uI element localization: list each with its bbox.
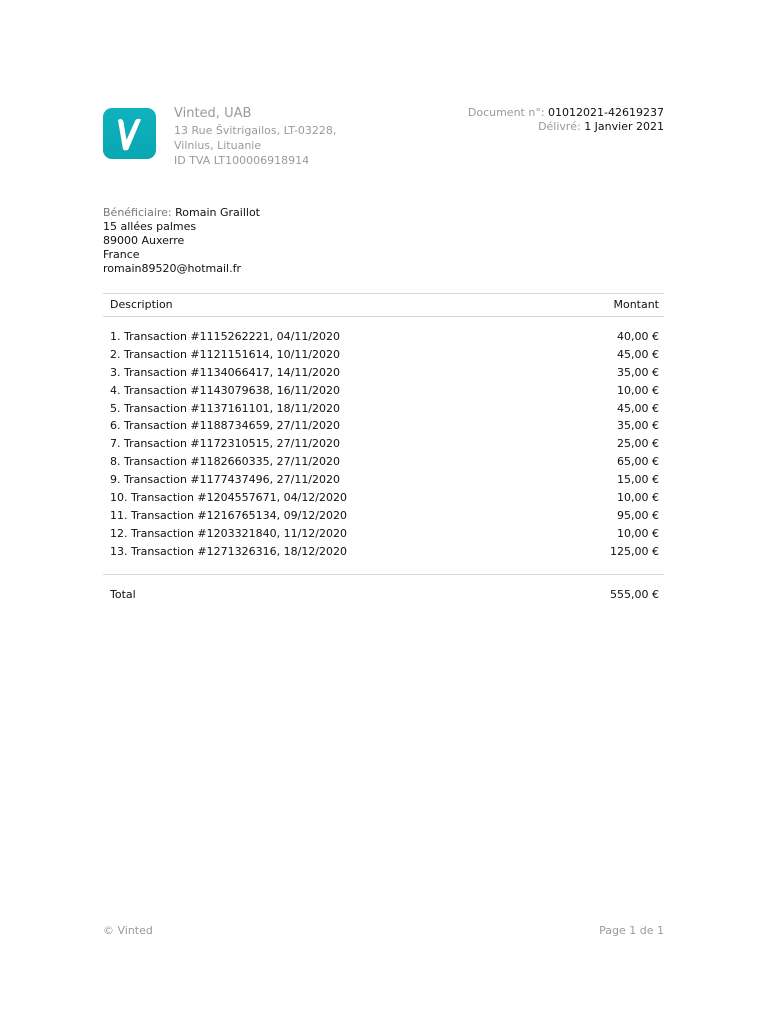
recipient-block [103, 206, 260, 276]
row-description: 5. Transaction #1137161101, 18/11/2020 [110, 401, 341, 415]
table-row [103, 490, 664, 508]
table-row [103, 418, 664, 436]
total-row [103, 587, 664, 603]
table-header [103, 293, 664, 317]
table-row [103, 347, 664, 365]
row-description: 11. Transaction #1216765134, 09/12/2020 [110, 508, 348, 522]
document-number-label: Document n°: [467, 106, 545, 119]
table-row [103, 472, 664, 490]
row-description: 7. Transaction #1172310515, 27/11/2020 [110, 437, 341, 451]
table-row [103, 383, 664, 401]
table-row [103, 329, 664, 347]
row-amount: 25,00 € [617, 437, 659, 451]
company-address-line2: Vilnius, Lituanie [174, 139, 262, 152]
row-description: 1. Transaction #1115262221, 04/11/2020 [110, 330, 341, 343]
header-description: Description [110, 298, 173, 311]
table-row [103, 508, 664, 526]
document-number-line [468, 106, 664, 120]
vinted-v-logo-icon [115, 116, 145, 152]
company-name: Vinted, UAB [174, 106, 252, 121]
total-label: Total [110, 588, 136, 601]
document-meta [468, 106, 664, 134]
row-amount: 125,00 € [610, 544, 659, 558]
document-number: 01012021-42619237 [548, 106, 664, 119]
row-description: 13. Transaction #1271326316, 18/12/2020 [110, 544, 348, 558]
recipient-label: Bénéficiaire: [103, 206, 172, 219]
row-amount: 40,00 € [617, 330, 659, 343]
table-row [103, 526, 664, 544]
table-row [103, 365, 664, 383]
row-amount: 15,00 € [617, 473, 659, 487]
row-description: 2. Transaction #1121151614, 10/11/2020 [110, 347, 341, 361]
row-description: 4. Transaction #1143079638, 16/11/2020 [110, 383, 341, 397]
footer-copyright: © Vinted [103, 924, 153, 937]
row-description: 8. Transaction #1182660335, 27/11/2020 [110, 455, 341, 469]
vinted-logo [103, 108, 156, 159]
row-amount: 45,00 € [617, 401, 659, 415]
header-amount: Montant [613, 298, 659, 311]
table-row [103, 544, 664, 562]
row-description: 3. Transaction #1134066417, 14/11/2020 [110, 365, 341, 379]
page-footer [103, 923, 664, 939]
row-amount: 10,00 € [617, 383, 659, 397]
row-amount: 35,00 € [617, 419, 659, 433]
row-amount: 45,00 € [617, 347, 659, 361]
document-issued-label: Délivré: [538, 120, 581, 133]
row-amount: 10,00 € [617, 491, 659, 505]
recipient-name-line [103, 206, 260, 220]
document-issued-date: 1 Janvier 2021 [584, 120, 664, 133]
recipient-country: France [103, 248, 140, 261]
row-description: 12. Transaction #1203321840, 11/12/2020 [110, 526, 348, 540]
company-address-line1: 13 Rue Švitrigailos, LT-03228, [174, 124, 337, 137]
row-description: 10. Transaction #1204557671, 04/12/2020 [110, 491, 348, 505]
total-divider [103, 574, 664, 575]
row-description: 9. Transaction #1177437496, 27/11/2020 [110, 473, 341, 487]
row-amount: 10,00 € [617, 526, 659, 540]
recipient-email: romain89520@hotmail.fr [103, 262, 241, 275]
table-row [103, 436, 664, 454]
recipient-city: 89000 Auxerre [103, 234, 185, 247]
row-amount: 65,00 € [617, 455, 659, 469]
transactions-table-body [103, 329, 664, 562]
company-vat: ID TVA LT100006918914 [174, 154, 310, 167]
recipient-street: 15 allées palmes [103, 220, 197, 233]
total-amount: 555,00 € [610, 588, 659, 601]
footer-page-number: Page 1 de 1 [599, 924, 664, 937]
table-row [103, 454, 664, 472]
document-issued-line [468, 120, 664, 134]
table-row [103, 401, 664, 419]
row-amount: 35,00 € [617, 365, 659, 379]
company-block [174, 106, 336, 168]
recipient-name: Romain Graillot [175, 206, 260, 219]
row-amount: 95,00 € [617, 508, 659, 522]
row-description: 6. Transaction #1188734659, 27/11/2020 [110, 419, 341, 433]
